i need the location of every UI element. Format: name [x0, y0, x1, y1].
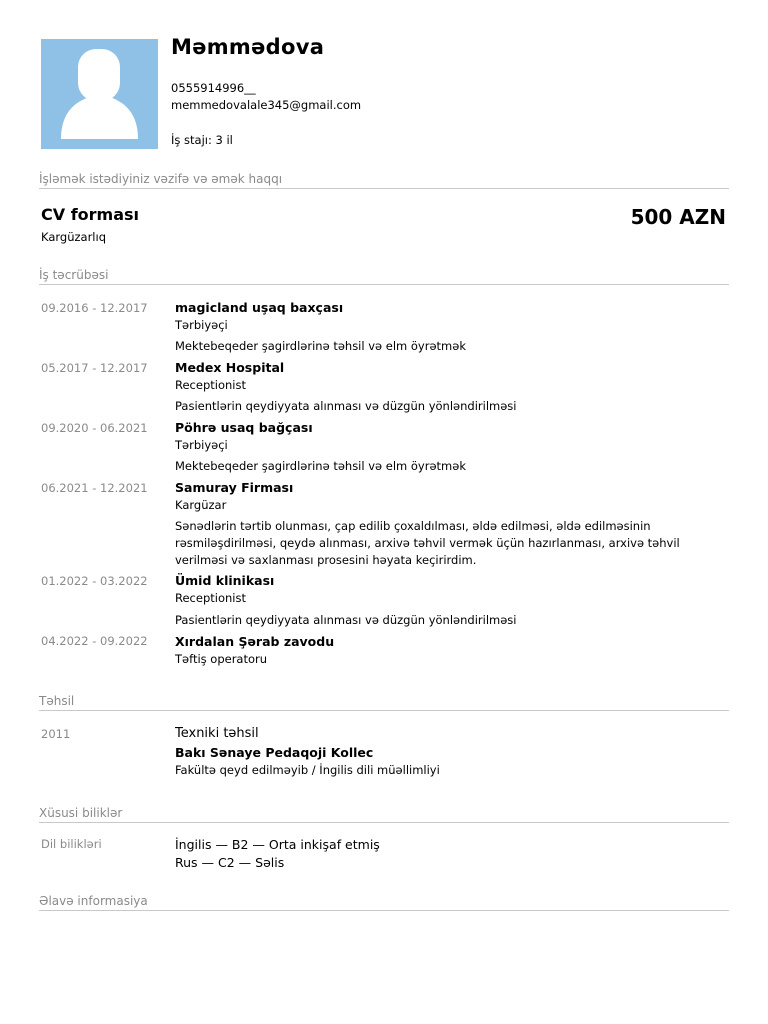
job-company: Medex Hospital — [175, 360, 285, 375]
person-icon — [41, 39, 158, 149]
job-role: Receptionist — [175, 591, 246, 605]
work-experience-years: İş stajı: 3 il — [171, 133, 233, 147]
language-skill: Rus — C2 — Səlis — [175, 855, 285, 870]
job-role: Tərbiyəçi — [175, 318, 228, 332]
avatar — [41, 39, 158, 149]
salary-amount: 500 AZN — [630, 205, 726, 229]
job-role: Təftiş operatoru — [175, 652, 268, 666]
section-skills-header: Xüsusi biliklər — [39, 806, 729, 823]
phone-number: 0555914996__ — [171, 81, 256, 95]
job-description: Mektebeqeder şagirdlərinə təhsil və elm öyrətmək — [175, 339, 466, 353]
job-company: Pöhrə usaq bağçası — [175, 420, 313, 435]
education-year: 2011 — [41, 727, 71, 741]
job-role: Kargüzar — [175, 498, 227, 512]
position-field: Kargüzarlıq — [41, 230, 107, 244]
job-description: Sənədlərin tərtib olunması, çap edilib çoxaldılması, əldə edilməsi, əldə edilməsinin rəsmiləşdirilməsi, qeydə alınması, arxivə təhvil vermək üçün hazırlanması, arxivə təhvil verilməsi və saxlanması prosesini həyata keçirirdim. — [175, 519, 680, 567]
section-additional-header: Əlavə informasiya — [39, 894, 729, 911]
job-role: Receptionist — [175, 378, 246, 392]
candidate-name: Məmmədova — [171, 35, 325, 59]
language-skills-label: Dil bilikləri — [41, 837, 102, 851]
job-company: Xırdalan Şərab zavodu — [175, 634, 335, 649]
education-faculty: Fakültə qeyd edilməyib / İngilis dili müəllimliyi — [175, 763, 440, 777]
job-dates: 09.2020 - 06.2021 — [41, 421, 148, 435]
job-company: magicland uşaq baxçası — [175, 300, 344, 315]
section-education-header: Təhsil — [39, 694, 729, 711]
education-school: Bakı Sənaye Pedaqoji Kollec — [175, 745, 374, 760]
job-dates: 01.2022 - 03.2022 — [41, 574, 148, 588]
section-position-header: İşləmək istədiyiniz vəzifə və əmək haqqı — [39, 172, 729, 189]
job-dates: 06.2021 - 12.2021 — [41, 481, 148, 495]
job-description: Mektebeqeder şagirdlərinə təhsil və elm öyrətmək — [175, 459, 466, 473]
position-title: CV forması — [41, 205, 140, 224]
job-description: Pasientlərin qeydiyyata alınması və düzgün yönləndirilməsi — [175, 399, 517, 413]
job-role: Tərbiyəçi — [175, 438, 228, 452]
job-company: Samuray Firması — [175, 480, 294, 495]
job-dates: 05.2017 - 12.2017 — [41, 361, 148, 375]
job-company: Ümid klinikası — [175, 573, 275, 588]
education-degree: Texniki təhsil — [175, 726, 259, 741]
job-description: Pasientlərin qeydiyyata alınması və düzgün yönləndirilməsi — [175, 613, 517, 627]
job-dates: 09.2016 - 12.2017 — [41, 301, 148, 315]
language-skill: İngilis — B2 — Orta inkişaf etmiş — [175, 837, 380, 852]
section-experience-header: İş təcrübəsi — [39, 268, 729, 285]
job-dates: 04.2022 - 09.2022 — [41, 634, 148, 648]
email-address: memmedovalale345@gmail.com — [171, 98, 362, 112]
